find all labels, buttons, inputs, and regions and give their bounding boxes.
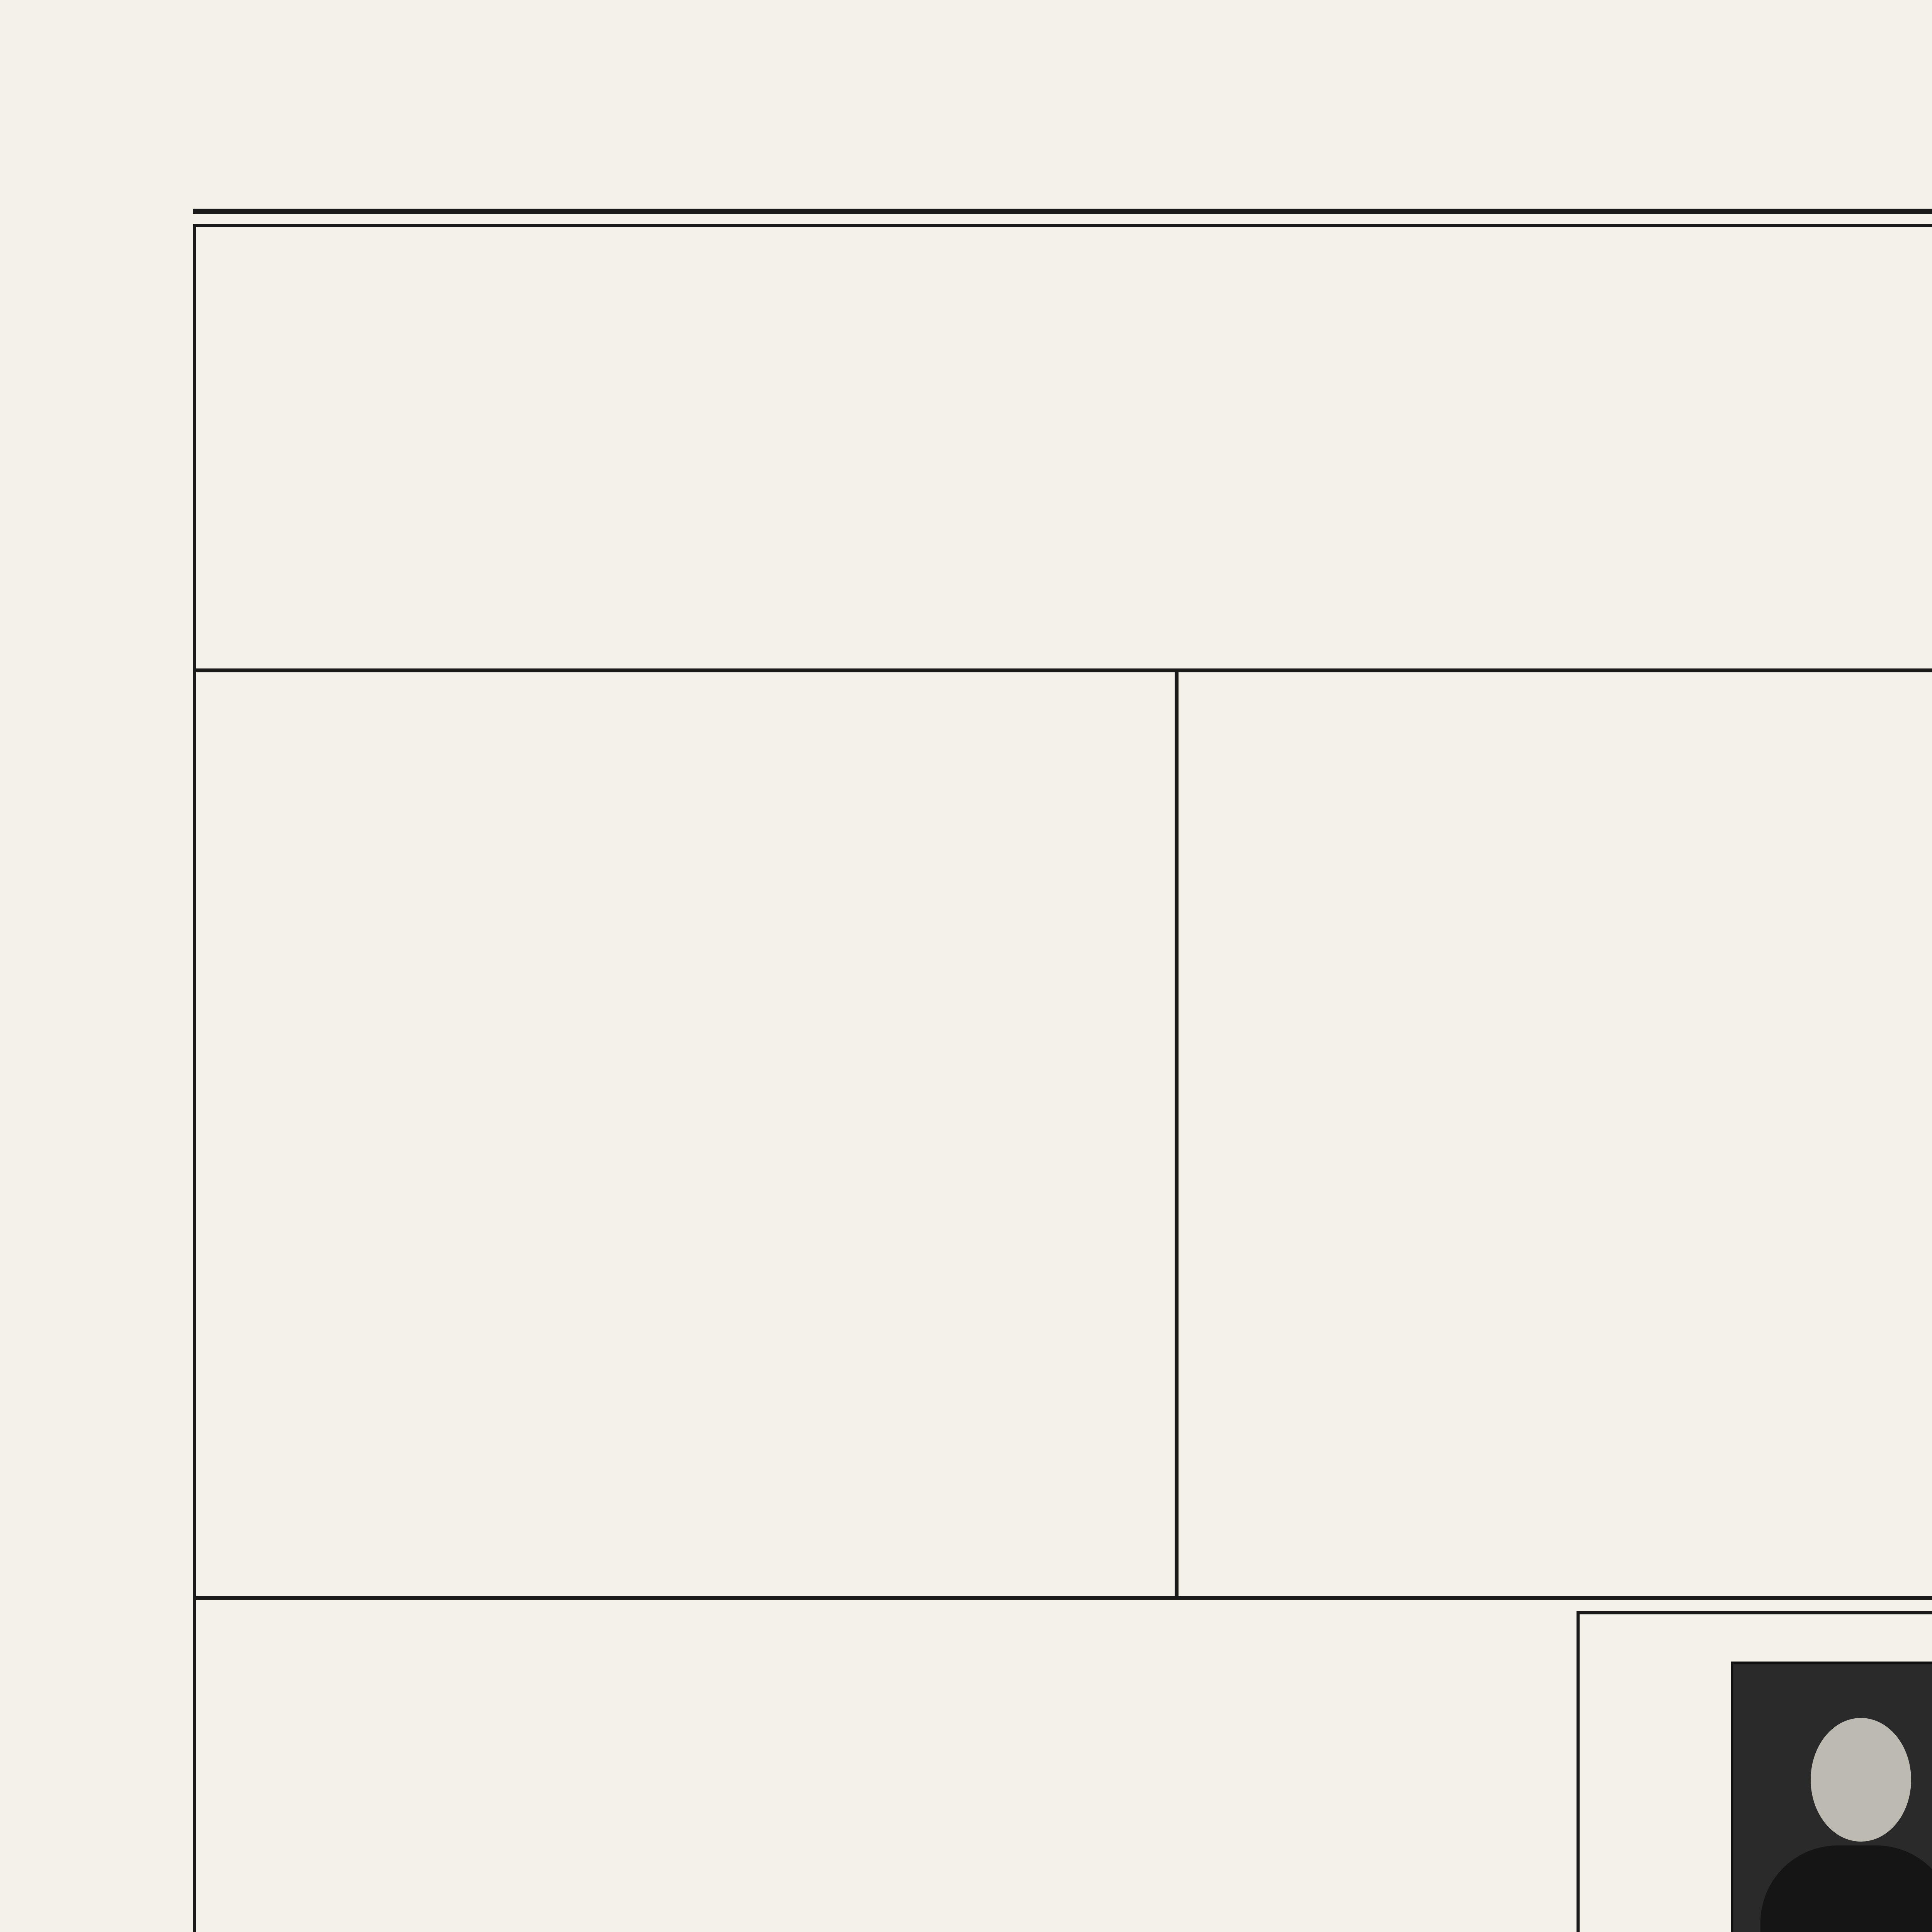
right-news-block	[216, 684, 1167, 1584]
telegram-block	[1186, 684, 1623, 1584]
portrait-photo	[1731, 1662, 1932, 1932]
divider-top	[193, 668, 1932, 672]
ad-doctor-title	[1117, 1615, 1271, 1932]
top-news-columns	[216, 236, 1932, 657]
divider-vertical-mid	[1175, 672, 1179, 1596]
ad-weicheng	[216, 1615, 672, 1932]
masthead-rule	[193, 209, 1932, 214]
ad-lawyer	[1051, 1855, 1113, 1932]
masthead-title	[943, 43, 1445, 197]
ad-xingyang	[873, 1615, 1047, 1932]
ad-hk-body	[1275, 1615, 1441, 1932]
special-telegram-title	[1627, 703, 1754, 1244]
mid-lead-block	[1762, 684, 1932, 1186]
ad-hk-title	[1445, 1615, 1565, 1932]
divider-mid	[193, 1596, 1932, 1600]
ad-chenggu	[676, 1615, 869, 1932]
